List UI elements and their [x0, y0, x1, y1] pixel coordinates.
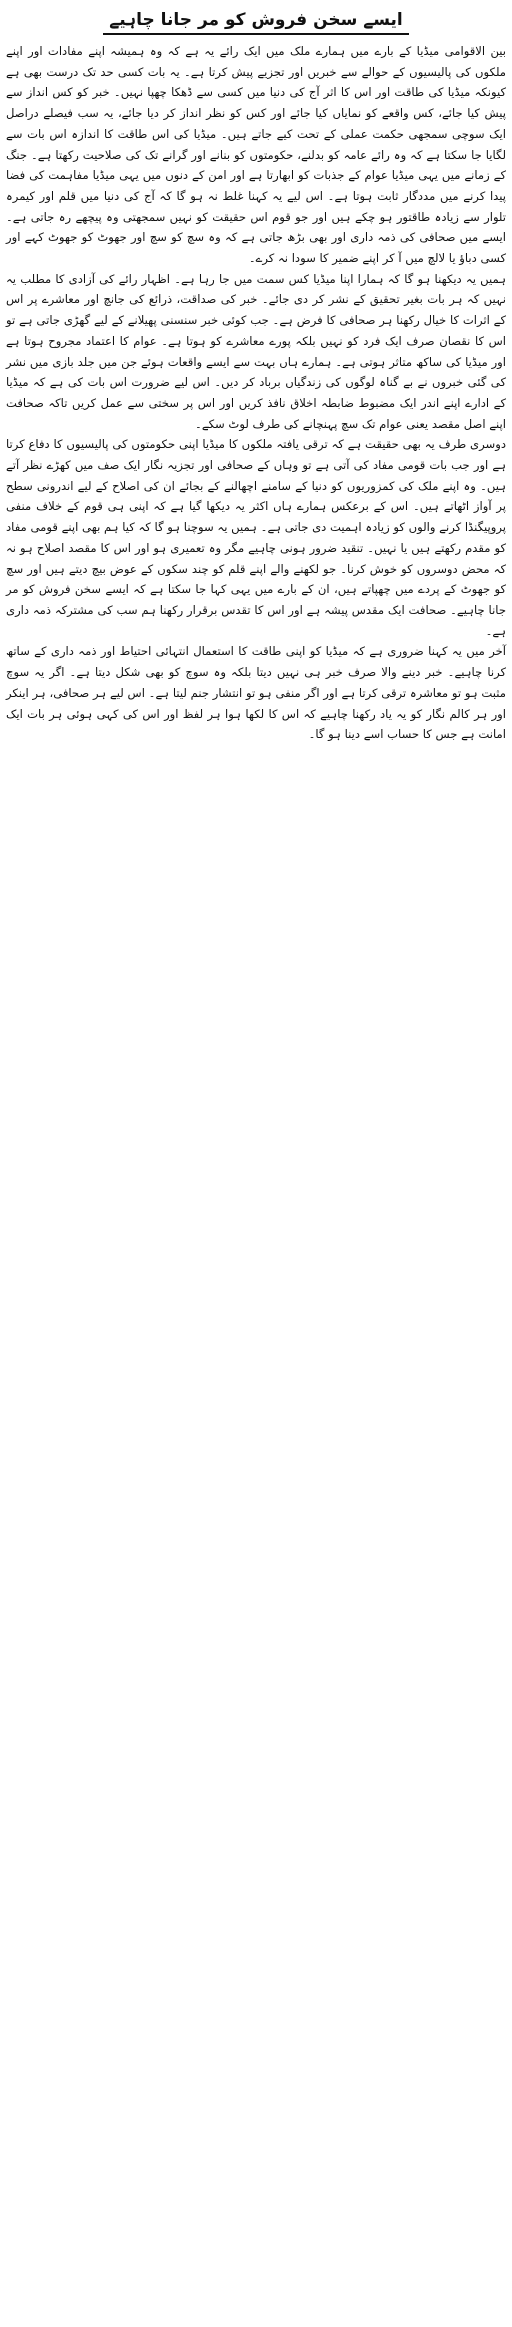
article-paragraph-3: دوسری طرف یہ بھی حقیقت ہے کہ ترقی یافتہ ملکوں کا میڈیا اپنی حکومتوں کی پالیسیوں کا دفاع کرتا ہے اور جب بات قومی مفاد کی آتی ہے تو وہاں کے صحافی اور تجزیہ نگار ایک صف میں کھڑے نظر آتے ہیں۔ وہ اپنے ملک کی کمزوریوں کو دنیا کے سامنے اچھالنے کے بجائے ان کی اصلاح کے لیے اندرونی سطح پر آواز اٹھاتے ہیں۔ اس کے برعکس ہمارے ہاں اکثر یہ دیکھا گیا ہے کہ اپنی ہی قوم کے خلاف منفی پروپیگنڈا کرنے والوں کو زیادہ اہمیت دی جاتی ہے۔ ہمیں یہ سوچنا ہو گا کہ کیا ہم بھی اپنے قومی مفاد کو مقدم رکھتے ہیں یا نہیں۔ تنقید ضرور ہونی چاہیے مگر وہ تعمیری ہو اور اس کا مقصد اصلاح ہو نہ کہ محض دوسروں کو خوش کرنا۔ جو لکھنے والے اپنے قلم کو چند سکوں کے عوض بیچ دیتے ہیں اور سچ کو جھوٹ کے پردے میں چھپاتے ہیں، ان کے بارے میں یہی کہا جا سکتا ہے کہ ایسے سخن فروش کو مر جانا چاہیے۔ صحافت ایک مقدس پیشہ ہے اور اس کا تقدس برقرار رکھنا ہم سب کی مشترکہ ذمہ داری ہے۔: [6, 437, 506, 638]
article-paragraph-2: ہمیں یہ دیکھنا ہو گا کہ ہمارا اپنا میڈیا کس سمت میں جا رہا ہے۔ اظہار رائے کی آزادی کا مطلب یہ نہیں کہ ہر بات بغیر تحقیق کے نشر کر دی جائے۔ خبر کی صداقت، ذرائع کی جانچ اور معاشرے پر اس کے اثرات کا خیال رکھنا ہر صحافی کا فرض ہے۔ جب کوئی خبر سنسنی پھیلانے کے لیے گھڑی جاتی ہے تو اس کا نقصان صرف ایک فرد کو نہیں بلکہ پورے معاشرے کو ہوتا ہے۔ عوام کا اعتماد مجروح ہوتا ہے اور میڈیا کی ساکھ متاثر ہوتی ہے۔ ہمارے ہاں بہت سے ایسے واقعات ہوئے جن میں جلد بازی میں نشر کی گئی خبروں نے بے گناہ لوگوں کی زندگیاں برباد کر دیں۔ اس لیے ضرورت اس بات کی ہے کہ میڈیا کے ادارے اپنے اندر ایک مضبوط ضابطہ اخلاق نافذ کریں اور اس پر سختی سے عمل کریں تاکہ صحافت اپنے اصل مقصد یعنی عوام تک سچ پہنچانے کی طرف لوٹ سکے۔: [6, 271, 506, 431]
article-title: ایسے سخن فروش کو مر جانا چاہیے: [103, 8, 409, 35]
title-wrap: [6, 8, 506, 35]
article-body: [6, 41, 506, 745]
article-paragraph-1: بین الاقوامی میڈیا کے بارے میں ہمارے ملک میں ایک رائے یہ ہے کہ وہ ہمیشہ اپنے مفادات اور اپنے ملکوں کی پالیسیوں کے حوالے سے خبریں اور تجزیے پیش کرتا ہے۔ یہ بات کسی حد تک درست بھی ہے کیونکہ میڈیا کی طاقت اور اس کا اثر آج کی دنیا میں کسی سے ڈھکا چھپا نہیں۔ خبر کو کس انداز سے پیش کیا جائے، کس واقعے کو نمایاں کیا جائے اور کس کو نظر انداز کر دیا جائے، یہ سب فیصلے دراصل ایک سوچی سمجھی حکمت عملی کے تحت کیے جاتے ہیں۔ میڈیا کی اس طاقت کا اندازہ اس بات سے لگایا جا سکتا ہے کہ وہ رائے عامہ کو بدلنے، حکومتوں کو بنانے اور گرانے تک کی صلاحیت رکھتا ہے۔ جنگ کے زمانے میں یہی میڈیا عوام کے جذبات کو ابھارتا ہے اور امن کے دنوں میں یہی میڈیا مفاہمت کی فضا پیدا کرنے میں مددگار ثابت ہوتا ہے۔ اس لیے یہ کہنا غلط نہ ہو گا کہ آج کی دنیا میں قلم اور کیمرہ تلوار سے زیادہ طاقتور ہو چکے ہیں اور جو قوم اس حقیقت کو نہیں سمجھتی وہ پیچھے رہ جاتی ہے۔ ایسے میں صحافی کی ذمہ داری اور بھی بڑھ جاتی ہے کہ وہ سچ کو سچ اور جھوٹ کو جھوٹ کہے اور کسی دباؤ یا لالچ میں آ کر اپنے ضمیر کا سودا نہ کرے۔: [6, 44, 506, 266]
article-paragraph-4: آخر میں یہ کہنا ضروری ہے کہ میڈیا کو اپنی طاقت کا استعمال انتہائی احتیاط اور ذمہ داری کے ساتھ کرنا چاہیے۔ خبر دینے والا صرف خبر ہی نہیں دیتا بلکہ وہ سوچ کو بھی شکل دیتا ہے۔ اگر یہ سوچ مثبت ہو تو معاشرہ ترقی کرتا ہے اور اگر منفی ہو تو انتشار جنم لیتا ہے۔ اس لیے ہر صحافی، ہر اینکر اور ہر کالم نگار کو یہ یاد رکھنا چاہیے کہ اس کا لکھا ہوا ہر لفظ اور اس کی کہی ہوئی ہر بات ایک امانت ہے جس کا حساب اسے دینا ہو گا۔: [6, 644, 506, 742]
